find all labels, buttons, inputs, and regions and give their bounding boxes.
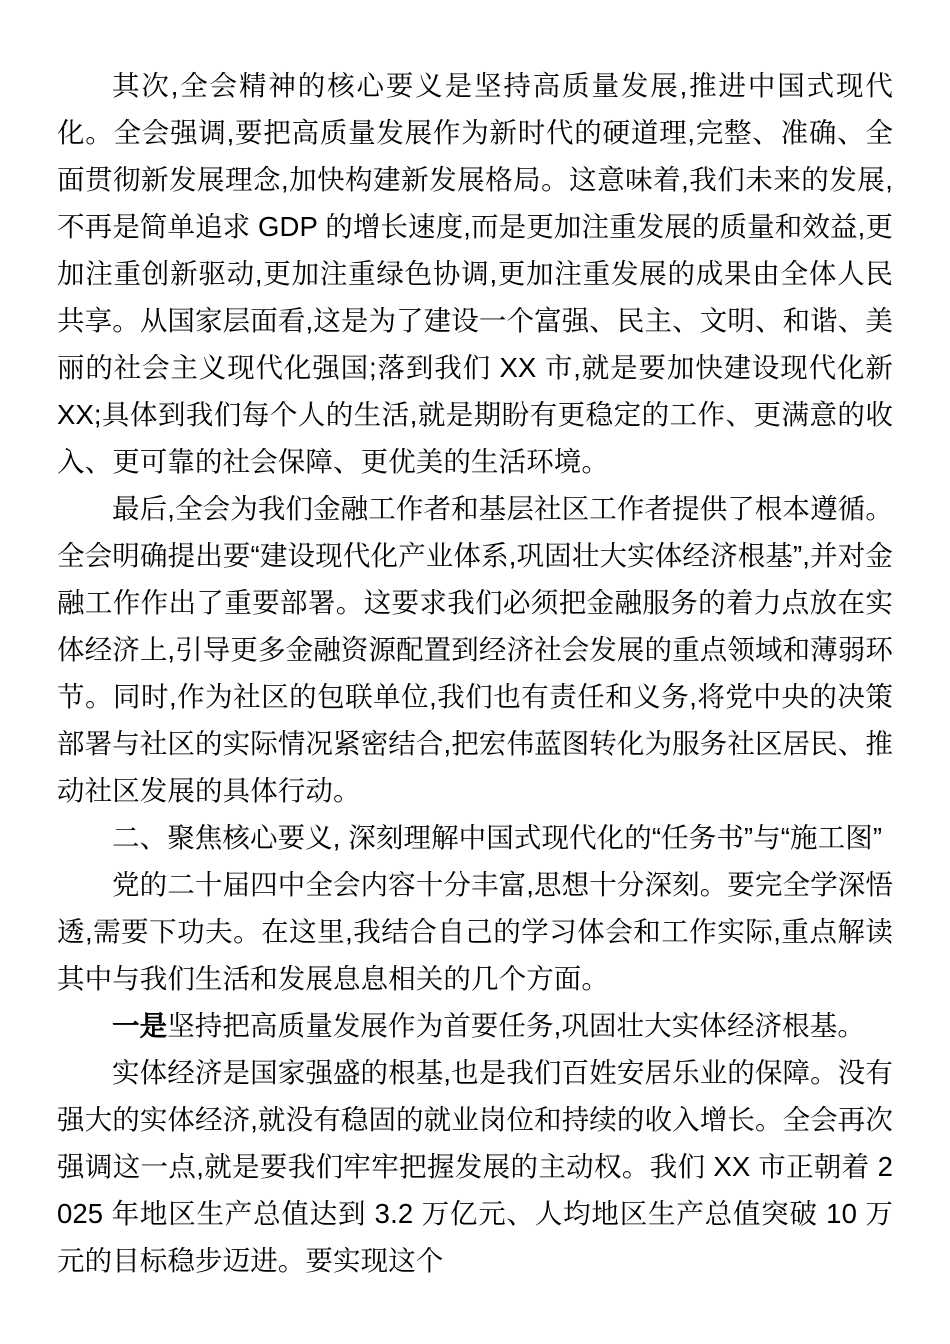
section-heading-two: 二、聚焦核心要义, 深刻理解中国式现代化的“任务书”与“施工图” [112, 822, 883, 853]
point-one-lead-label: 一是 [112, 1010, 168, 1041]
document-body [57, 62, 893, 1284]
paragraph-real-economy: 实体经济是国家强盛的根基,也是我们百姓安居乐业的保障。没有强大的实体经济,就没有稳固的就业岗位和持续的收入增长。全会再次强调这一点,就是要我们牢牢把握发展的主动权。我们 XX 市正朝着 2025 年地区生产总值达到 3.2 万亿元、人均地区生产总值突破 10 万元的目标稳步迈进。要实现这个 [57, 1057, 893, 1276]
paragraph-point-one [57, 1002, 893, 1049]
paragraph-financial-guidance: 最后,全会为我们金融工作者和基层社区工作者提供了根本遵循。全会明确提出要“建设现代化产业体系,巩固壮大实体经济根基”,并对金融工作作出了重要部署。这要求我们必须把金融服务的着力点放在实体经济上,引导更多金融资源配置到经济社会发展的重点领域和薄弱环节。同时,作为社区的包联单位,我们也有责任和义务,将党中央的决策部署与社区的实际情况紧密结合,把宏伟蓝图转化为服务社区居民、推动社区发展的具体行动。 [57, 493, 893, 806]
paragraph-plenum-content: 党的二十届四中全会内容十分丰富,思想十分深刻。要完全学深悟透,需要下功夫。在这里,我结合自己的学习体会和工作实际,重点解读其中与我们生活和发展息息相关的几个方面。 [57, 869, 893, 994]
point-one-text: 坚持把高质量发展作为首要任务,巩固壮大实体经济根基。 [167, 1010, 865, 1041]
paragraph-first-principle: 其次,全会精神的核心要义是坚持高质量发展,推进中国式现代化。全会强调,要把高质量发展作为新时代的硬道理,完整、准确、全面贯彻新发展理念,加快构建新发展格局。这意味着,我们未来的发展,不再是简单追求 GDP 的增长速度,而是更加注重发展的质量和效益,更加注重创新驱动,更加注重绿色协调,更加注重发展的成果由全体人民共享。从国家层面看,这是为了建设一个富强、民主、文明、和谐、美丽的社会主义现代化强国;落到我们 XX 市,就是要加快建设现代化新 XX;具体到我们每个人的生活,就是期盼有更稳定的工作、更满意的收入、更可靠的社会保障、更优美的生活环境。 [57, 70, 893, 477]
